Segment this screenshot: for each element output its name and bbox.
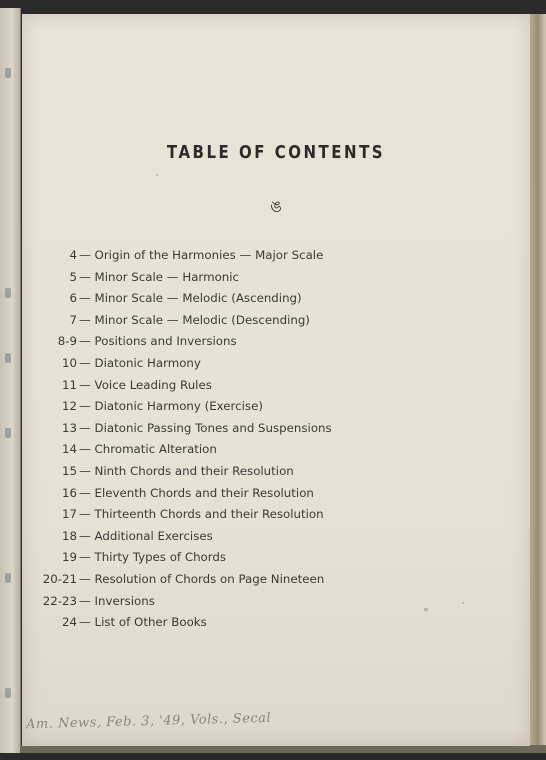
paper-speck <box>424 608 428 611</box>
toc-page-number: 18 <box>61 528 77 543</box>
toc-page-number: 14 <box>61 442 77 457</box>
handwritten-note: Am. News, Feb. 3, '49, Vols., Secal <box>25 710 272 733</box>
toc-entry-text: — Diatonic Harmony (Exercise) <box>79 399 263 414</box>
toc-page-number: 11 <box>61 377 77 392</box>
paper-speck <box>156 174 158 176</box>
toc-entry-text: — Resolution of Chords on Page Nineteen <box>79 572 325 586</box>
book-binding-edge <box>528 14 546 746</box>
toc-entry-text: — Minor Scale — Harmonic <box>79 269 240 284</box>
toc-entry-text: — Diatonic Passing Tones and Suspensions <box>79 420 332 435</box>
paper-speck <box>462 602 464 604</box>
toc-entry-text: — Additional Exercises <box>79 528 213 543</box>
toc-page-number: 13 <box>61 420 77 435</box>
page-edge-mark <box>5 688 11 698</box>
toc-page-number: 24 <box>61 615 77 630</box>
toc-entry-text: — Thirteenth Chords and their Resolution <box>79 507 324 522</box>
toc-page-number: 17 <box>61 507 77 522</box>
toc-entry-text: — Origin of the Harmonies — Major Scale <box>79 248 324 262</box>
page-title: TABLE OF CONTENTS <box>166 141 386 163</box>
toc-page-number: 5 <box>69 269 77 284</box>
page-edge-mark <box>5 353 11 363</box>
facing-page-edge <box>0 8 21 753</box>
toc-entry-text: — Positions and Inversions <box>79 334 237 349</box>
toc-entry-text: — Ninth Chords and their Resolution <box>79 464 294 478</box>
toc-entry-text: — Diatonic Harmony <box>79 356 201 370</box>
document-page <box>22 14 530 746</box>
toc-page-number: 12 <box>61 399 77 414</box>
page-edge-mark <box>5 428 11 438</box>
toc-entry-text: — Inversions <box>79 593 155 608</box>
book-bottom-edge <box>20 745 546 753</box>
toc-entry-text: — Eleventh Chords and their Resolution <box>79 485 314 500</box>
page-edge-mark <box>5 68 11 78</box>
toc-page-number: 16 <box>61 485 77 500</box>
toc-page-number: 15 <box>61 464 77 478</box>
toc-entry-text: — Chromatic Alteration <box>79 442 217 457</box>
page-edge-mark <box>5 573 11 583</box>
toc-page-number: 10 <box>61 356 77 370</box>
toc-entry-text: — Voice Leading Rules <box>79 377 212 392</box>
toc-entry-text: — List of Other Books <box>79 615 207 630</box>
toc-entry-text: — Minor Scale — Melodic (Descending) <box>79 312 310 327</box>
toc-page-number: 7 <box>69 312 77 327</box>
toc-page-number: 20-21 <box>42 572 77 586</box>
toc-entry-text: — Minor Scale — Melodic (Ascending) <box>79 291 302 306</box>
toc-page-number: 6 <box>69 291 77 306</box>
page-edge-mark <box>5 288 11 298</box>
toc-entry-text: — Thirty Types of Chords <box>79 550 227 565</box>
toc-page-number: 19 <box>61 550 77 565</box>
toc-page-number: 4 <box>69 248 77 262</box>
toc-page-number: 22-23 <box>42 593 77 608</box>
ornament-icon: ঙ <box>270 197 282 216</box>
toc-page-number: 8-9 <box>57 334 77 349</box>
